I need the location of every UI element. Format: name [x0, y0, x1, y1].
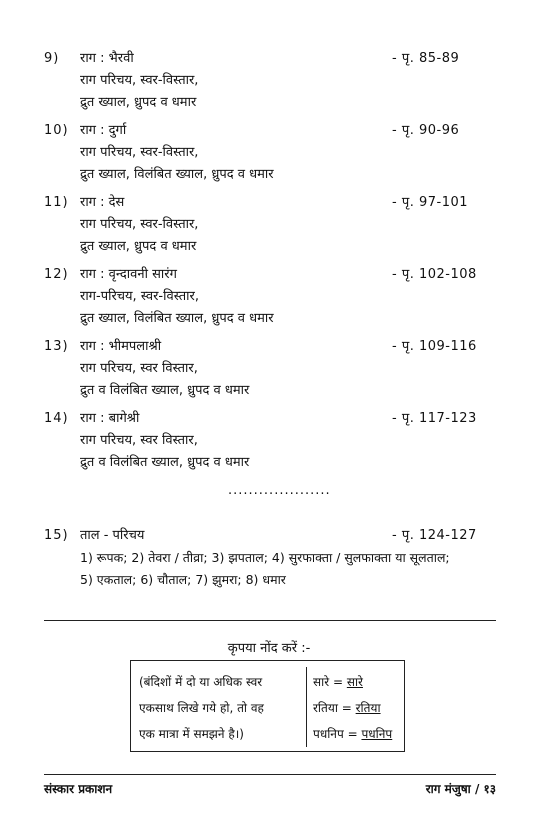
tala-list-line: 1) रूपक; 2) तेवरा / तीव्रा; 3) झपताल; 4) सुरफाक्ता / सुलफाक्ता या सूलताल; — [80, 550, 450, 565]
entry-title: राग : दुर्गा — [80, 123, 127, 138]
entry-number: 13) — [44, 339, 69, 354]
entry-page-range: - पृ. 85-89 — [392, 51, 460, 66]
entry-page-range: - पृ. 124-127 — [392, 528, 477, 543]
entry-detail-line: राग-परिचय, स्वर-विस्तार, — [80, 289, 199, 304]
note-heading: कृपया नोंद करें :- — [227, 641, 311, 656]
entry-page-range: - पृ. 117-123 — [392, 411, 477, 426]
entry-page-range: - पृ. 102-108 — [392, 267, 477, 282]
entry-number: 10) — [44, 123, 69, 138]
example-equals: = — [329, 675, 347, 689]
entry-title: राग : बागेश्री — [80, 411, 140, 426]
entry-detail-line: द्रुत व विलंबित ख्याल, ध्रुपद व धमार — [80, 455, 250, 470]
notation-example — [313, 695, 392, 721]
example-equals: = — [343, 727, 362, 741]
entry-detail-line: द्रुत ख्याल, विलंबित ख्याल, ध्रुपद व धमार — [80, 167, 274, 182]
example-underlined: सारे — [346, 675, 363, 689]
entry-detail-line: राग परिचय, स्वर विस्तार, — [80, 433, 198, 448]
entry-detail-line: द्रुत ख्याल, विलंबित ख्याल, ध्रुपद व धमार — [80, 311, 274, 326]
note-text-line: एक मात्रा में समझने है।) — [139, 727, 244, 741]
entry-title: ताल - परिचय — [80, 528, 145, 543]
note-text-line: एकसाथ लिखे गये हो, तो वह — [139, 701, 264, 715]
example-plain: रतिया — [313, 701, 338, 715]
entry-detail-line: द्रुत व विलंबित ख्याल, ध्रुपद व धमार — [80, 383, 250, 398]
note-examples — [313, 669, 392, 747]
entry-detail-line: राग परिचय, स्वर-विस्तार, — [80, 73, 199, 88]
notation-example — [313, 669, 392, 695]
book-title-page-number: राग मंजुषा / १३ — [425, 782, 496, 796]
note-text-line: (बंदिशों में दो या अधिक स्वर — [139, 675, 263, 689]
entry-page-range: - पृ. 109-116 — [392, 339, 477, 354]
section-separator: .................... — [228, 483, 331, 498]
entry-page-range: - पृ. 90-96 — [392, 123, 460, 138]
entry-detail-line: राग परिचय, स्वर-विस्तार, — [80, 217, 199, 232]
example-underlined: पधनिप — [361, 727, 393, 741]
footer-rule — [44, 774, 496, 775]
entry-page-range: - पृ. 97-101 — [392, 195, 469, 210]
notation-example — [313, 721, 392, 747]
entry-detail-line: राग परिचय, स्वर-विस्तार, — [80, 145, 199, 160]
example-plain: पधनिप — [313, 727, 344, 741]
entry-detail-line: राग परिचय, स्वर विस्तार, — [80, 361, 198, 376]
example-equals: = — [337, 701, 356, 715]
example-plain: सारे — [313, 675, 330, 689]
entry-title: राग : भीमपलाश्री — [80, 339, 162, 354]
entry-detail-line: द्रुत ख्याल, ध्रुपद व धमार — [80, 95, 197, 110]
entry-title: राग : भैरवी — [80, 51, 134, 66]
note-explanation — [139, 669, 303, 747]
tala-list-line: 5) एकताल; 6) चौताल; 7) झुमरा; 8) धमार — [80, 572, 286, 587]
entry-number: 15) — [44, 528, 69, 543]
note-box — [130, 660, 405, 752]
note-box-divider — [306, 667, 307, 747]
entry-number: 9) — [44, 51, 60, 66]
entry-number: 11) — [44, 195, 69, 210]
divider-rule — [44, 620, 496, 621]
entry-number: 14) — [44, 411, 69, 426]
entry-detail-line: द्रुत ख्याल, ध्रुपद व धमार — [80, 239, 197, 254]
entry-title: राग : देस — [80, 195, 125, 210]
publisher-name: संस्कार प्रकाशन — [44, 782, 113, 796]
example-underlined: रतिया — [355, 701, 381, 715]
entry-title: राग : वृन्दावनी सारंग — [80, 267, 177, 282]
entry-number: 12) — [44, 267, 69, 282]
